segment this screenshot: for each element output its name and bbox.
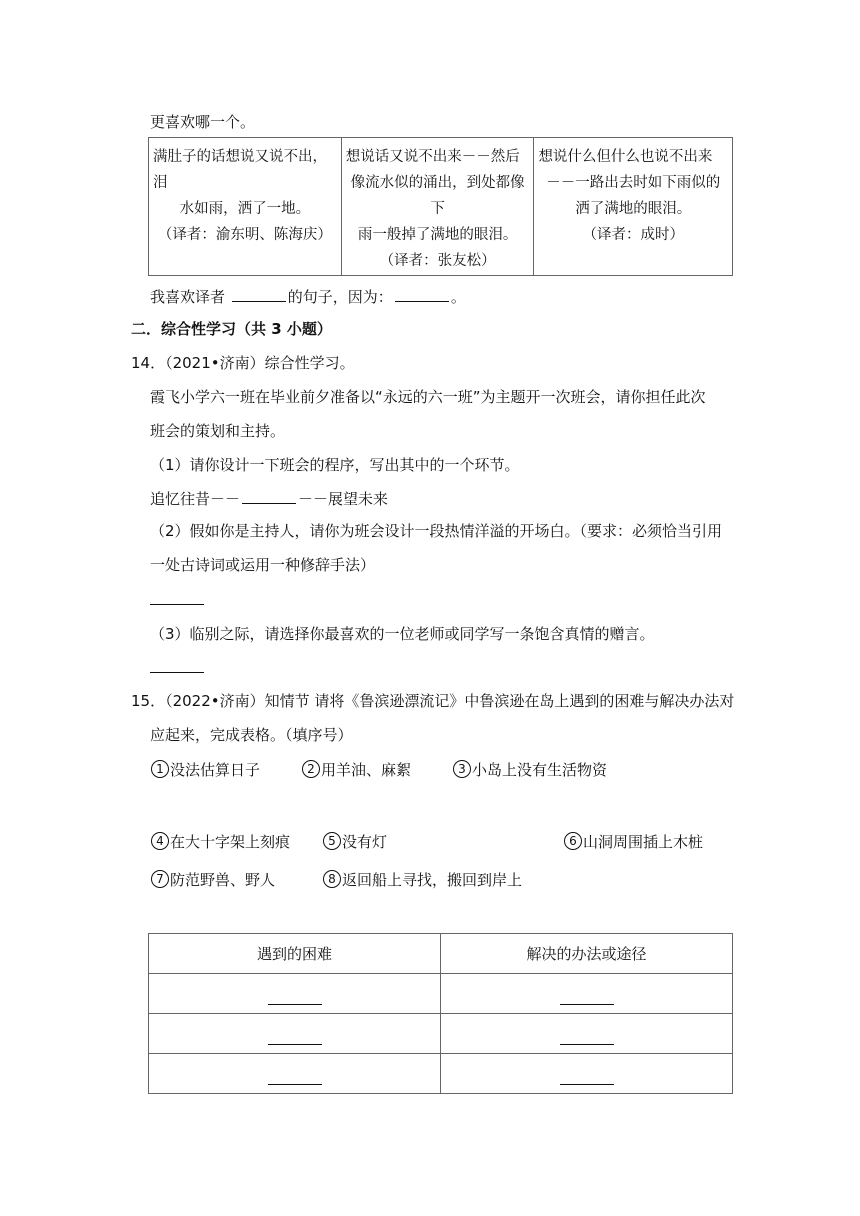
translation-line: 洒了满地的眼泪。 — [575, 201, 692, 217]
q15-intro: 应起来，完成表格。（填序号） — [150, 726, 353, 744]
farewell-message-blank[interactable] — [150, 672, 204, 673]
flow-start: 追忆往昔－－ — [150, 490, 241, 508]
option-4 — [151, 832, 290, 852]
translation-translator: （译者：渝东明、陈海庆） — [157, 227, 332, 243]
option-text: 山洞周围插上木桩 — [583, 833, 704, 851]
translation-line: 满肚子的话想说又说不出，泪 — [153, 149, 327, 191]
translation-table — [148, 137, 733, 276]
header-difficulty: 遇到的困难 — [149, 934, 441, 974]
option-5 — [323, 832, 387, 852]
solution-blank[interactable] — [560, 1070, 614, 1085]
option-text: 没有灯 — [342, 833, 388, 851]
q14-part2-1: （2）假如你是主持人，请你为班会设计一段热情洋溢的开场白。（要求：必须恰当引用 — [150, 522, 723, 540]
intro-tail: 更喜欢哪一个。 — [150, 113, 256, 131]
translation-translator: （译者：成时） — [582, 227, 684, 243]
option-number-badge: 6 — [564, 832, 582, 850]
difficulty-cell[interactable] — [149, 1014, 441, 1054]
difficulty-blank[interactable] — [268, 990, 322, 1005]
table-row — [149, 1054, 733, 1094]
solution-cell[interactable] — [441, 1054, 733, 1094]
solution-blank[interactable] — [560, 1030, 614, 1045]
flow-blank[interactable] — [242, 489, 296, 504]
solution-cell[interactable] — [441, 1014, 733, 1054]
answer-table — [148, 933, 733, 1094]
option-text: 在大十字架上刻痕 — [170, 833, 291, 851]
translation-cell-1 — [149, 138, 342, 276]
q14-part3: （3）临别之际，请选择你最喜欢的一位老师或同学写一条饱含真情的赠言。 — [150, 625, 655, 643]
q14-intro-2: 班会的策划和主持。 — [150, 422, 286, 440]
opening-speech-blank[interactable] — [150, 604, 204, 605]
option-text: 返回船上寻找，搬回到岸上 — [342, 871, 523, 889]
translation-line: 想说话又说不出来－－然后 — [345, 149, 520, 165]
table-row — [149, 1014, 733, 1054]
option-number-badge: 8 — [323, 870, 341, 888]
header-solution: 解决的办法或途径 — [441, 934, 733, 974]
option-6 — [564, 832, 703, 852]
option-1 — [151, 760, 260, 780]
option-number-badge: 3 — [453, 760, 471, 778]
q15-number: 15．（2022•济南）知情节 请将《鲁滨逊漂流记》中鲁滨逊在岛上遇到的困难与解决办法对 — [131, 692, 735, 710]
q14-number: 14．（2021•济南）综合性学习。 — [131, 354, 355, 372]
translation-cell-2 — [341, 138, 534, 276]
solution-blank[interactable] — [560, 990, 614, 1005]
translation-line: 水如雨，洒了一地。 — [179, 201, 311, 217]
preference-suffix: 。 — [450, 288, 466, 306]
preference-middle: 的句子，因为： — [287, 288, 393, 306]
difficulty-cell[interactable] — [149, 974, 441, 1014]
option-number-badge: 4 — [151, 832, 169, 850]
option-number-badge: 2 — [302, 760, 320, 778]
q14-part1: （1）请你设计一下班会的程序，写出其中的一个环节。 — [150, 456, 520, 474]
translation-line: －－一路出去时如下雨似的 — [546, 175, 721, 191]
option-8 — [323, 870, 522, 890]
option-3 — [453, 760, 607, 780]
option-number-badge: 1 — [151, 760, 169, 778]
option-number-badge: 7 — [151, 870, 169, 888]
difficulty-blank[interactable] — [268, 1030, 322, 1045]
translation-line: 像流水似的涌出，到处都像下 — [350, 175, 525, 217]
option-2 — [302, 760, 411, 780]
q14-flow — [150, 489, 388, 509]
translation-line: 想说什么但什么也说不出来 — [538, 149, 713, 165]
table-row — [149, 974, 733, 1014]
option-text: 小岛上没有生活物资 — [472, 761, 608, 779]
difficulty-cell[interactable] — [149, 1054, 441, 1094]
translation-line: 雨一般掉了满地的眼泪。 — [357, 227, 518, 243]
reason-blank[interactable] — [395, 287, 449, 302]
option-7 — [151, 870, 275, 890]
option-number-badge: 5 — [323, 832, 341, 850]
section-title: 二．综合性学习（共 3 小题） — [131, 320, 332, 338]
preference-prefix: 我喜欢译者 — [150, 288, 226, 306]
preference-line — [150, 287, 466, 307]
flow-end: －－展望未来 — [298, 490, 389, 508]
translation-translator: （译者：张友松） — [379, 253, 496, 269]
option-text: 用羊油、麻絮 — [321, 761, 412, 779]
table-header-row — [149, 934, 733, 974]
option-text: 没法估算日子 — [170, 761, 261, 779]
q14-intro-1: 霞飞小学六一班在毕业前夕准备以“永远的六一班”为主题开一次班会，请你担任此次 — [150, 388, 706, 406]
solution-cell[interactable] — [441, 974, 733, 1014]
translation-cell-3 — [534, 138, 733, 276]
difficulty-blank[interactable] — [268, 1070, 322, 1085]
option-text: 防范野兽、野人 — [170, 871, 276, 889]
q14-part2-2: 一处古诗词或运用一种修辞手法） — [150, 556, 376, 574]
translator-blank[interactable] — [232, 287, 286, 302]
